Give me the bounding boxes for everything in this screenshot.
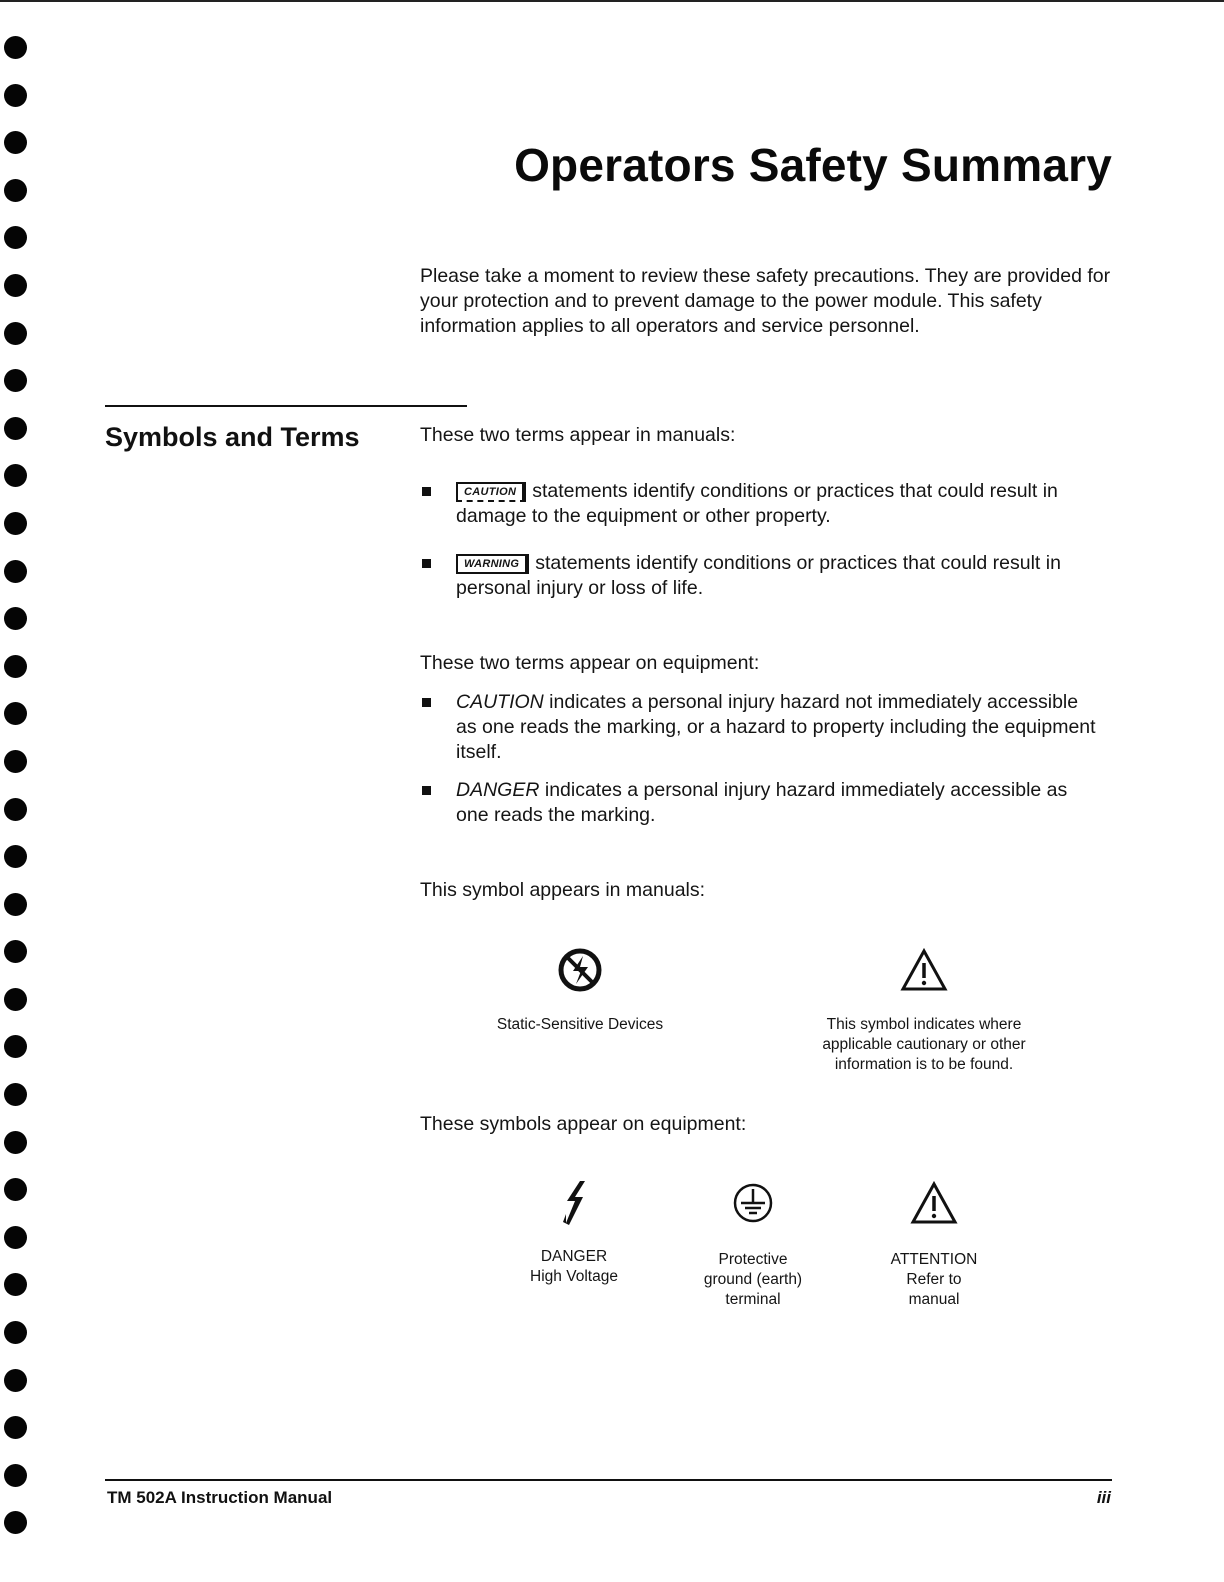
protective-ground-caption: Protective ground (earth) terminal (703, 1251, 803, 1308)
bullet-icon (422, 487, 431, 496)
bullet-icon (422, 786, 431, 795)
binder-hole (4, 131, 27, 154)
protective-ground-icon (730, 1180, 776, 1226)
binder-hole (4, 893, 27, 916)
binder-hole (4, 84, 27, 107)
binder-hole (4, 1321, 27, 1344)
binder-hole (4, 322, 27, 345)
caution-statement-text: statements identify conditions or practices that could result in damage to the equipment or other property. (456, 480, 1058, 527)
attention-triangle-icon (910, 1180, 958, 1226)
binder-hole (4, 750, 27, 773)
binder-hole (4, 36, 27, 59)
binder-hole (4, 1178, 27, 1201)
static-sensitive-icon (555, 945, 605, 995)
binder-hole (4, 1083, 27, 1106)
list-item-caution-statement (420, 479, 1100, 529)
binder-hole (4, 512, 27, 535)
manual-symbols-intro: This symbol appears in manuals: (420, 879, 706, 901)
equipment-terms-intro: These two terms appear on equipment: (420, 652, 760, 674)
high-voltage-icon (554, 1178, 594, 1228)
binder-hole (4, 274, 27, 297)
binder-hole (4, 560, 27, 583)
manual-terms-intro: These two terms appear in manuals: (420, 424, 736, 446)
attention-caption: ATTENTION Refer to manual (890, 1251, 978, 1308)
high-voltage-caption: DANGER High Voltage (530, 1248, 618, 1285)
intro-paragraph: Please take a moment to review these safety precautions. They are provided for your protection and to prevent damage to the power module. This safety information applies to all operators and service personnel. (420, 265, 1111, 337)
binder-hole (4, 1273, 27, 1296)
high-voltage-symbol (504, 1178, 644, 1287)
danger-term: DANGER (456, 779, 540, 801)
caution-badge: CAUTION (456, 482, 526, 502)
binder-hole (4, 940, 27, 963)
binder-hole (4, 798, 27, 821)
equipment-symbols-intro: These symbols appear on equipment: (420, 1113, 747, 1135)
static-sensitive-symbol (480, 945, 680, 1035)
binder-hole (4, 988, 27, 1011)
section-divider (105, 405, 467, 407)
binder-hole (4, 226, 27, 249)
caution-term-text: indicates a personal injury hazard not immediately accessible as one reads the marking, or a hazard to property including the equipment itself. (456, 691, 1096, 763)
binder-hole (4, 1416, 27, 1439)
list-item-warning-statement (420, 551, 1100, 601)
binder-hole (4, 464, 27, 487)
binder-hole (4, 607, 27, 630)
binder-hole (4, 1226, 27, 1249)
footer-manual-name: TM 502A Instruction Manual (107, 1488, 333, 1507)
attention-symbol (864, 1180, 1004, 1310)
top-border-rule (0, 0, 1224, 2)
caution-symbol (814, 947, 1034, 1075)
binder-hole (4, 417, 27, 440)
binder-hole (4, 1511, 27, 1534)
page-title: Operators Safety Summary (514, 139, 1112, 191)
binder-holes (4, 36, 28, 1559)
danger-term-text: indicates a personal injury hazard immediately accessible as one reads the marking. (456, 779, 1068, 826)
protective-ground-symbol (683, 1180, 823, 1310)
bullet-icon (422, 698, 431, 707)
static-sensitive-caption: Static-Sensitive Devices (496, 1016, 664, 1033)
list-item-caution-term (420, 690, 1100, 765)
caution-symbol-caption: This symbol indicates where applicable cautionary or other information is to be found. (822, 1016, 1026, 1073)
binder-hole (4, 845, 27, 868)
footer-divider (105, 1479, 1112, 1481)
bullet-icon (422, 559, 431, 568)
binder-hole (4, 1369, 27, 1392)
list-item-danger-term (420, 778, 1100, 828)
binder-hole (4, 702, 27, 725)
binder-hole (4, 369, 27, 392)
binder-hole (4, 1131, 27, 1154)
footer-page-number: iii (1096, 1488, 1111, 1507)
warning-statement-text: statements identify conditions or practices that could result in personal injury or loss of life. (456, 552, 1061, 599)
caution-triangle-icon (899, 947, 949, 993)
binder-hole (4, 179, 27, 202)
caution-term: CAUTION (456, 691, 544, 713)
binder-hole (4, 655, 27, 678)
section-heading: Symbols and Terms (105, 422, 360, 452)
binder-hole (4, 1464, 27, 1487)
binder-hole (4, 1035, 27, 1058)
warning-badge: WARNING (456, 554, 529, 574)
